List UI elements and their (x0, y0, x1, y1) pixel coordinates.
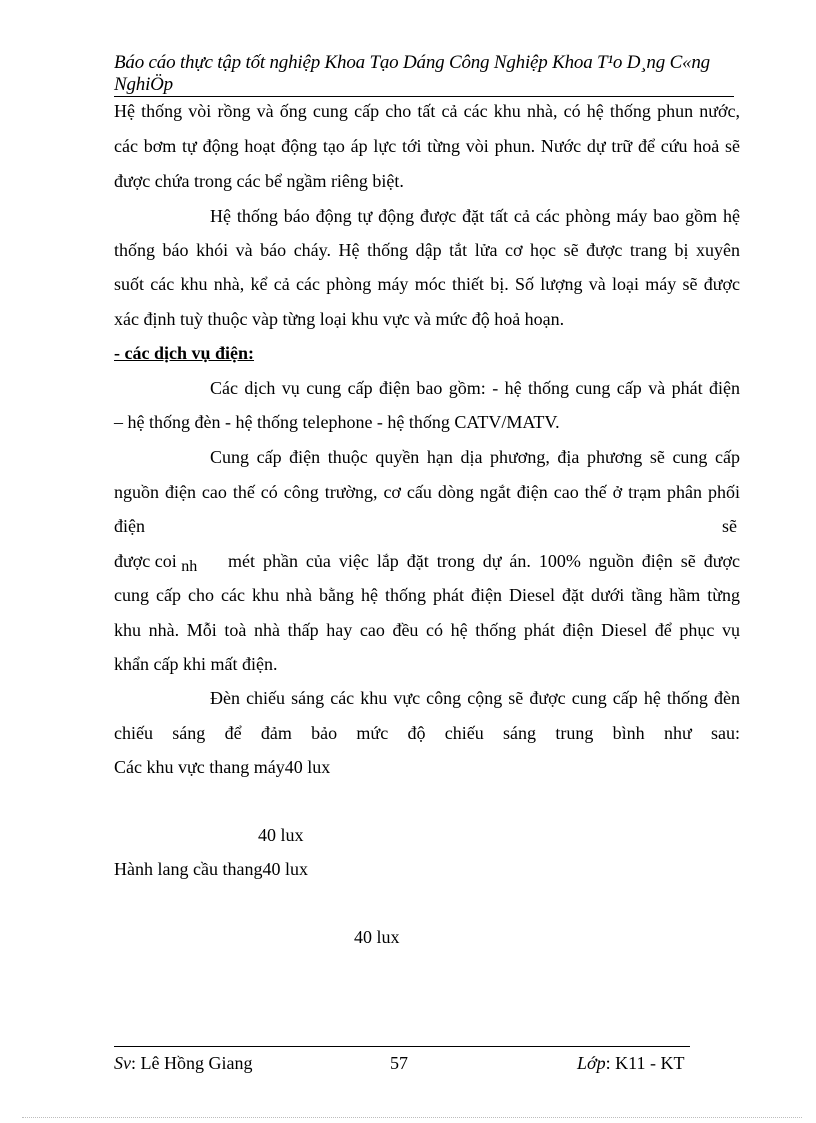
body-line: xác định tuỳ thuộc vàp từng loại khu vực và mức độ hoả hoạn. (114, 309, 565, 329)
body-line-left: điện (114, 516, 145, 536)
body-text: được coi (114, 551, 177, 571)
header-title-continued: NghiÖp (114, 74, 173, 95)
page-header (114, 52, 734, 97)
body-line: các bơm tự động hoạt động tạo áp lực tới từng vòi phun. Nước dự trữ để cứu hoả sẽ (114, 136, 740, 156)
body-line: nguồn điện cao thế có công trường, cơ cấu dòng ngắt điện cao thế ở trạm phân phối (114, 482, 740, 502)
body-line: chiếu sáng để đảm bảo mức độ chiếu sáng trung bình như sau: (114, 723, 740, 743)
lux-value: 40 lux (258, 825, 304, 845)
student-label: Sv (114, 1053, 131, 1073)
footer-class (577, 1052, 684, 1074)
footer-divider (114, 1046, 690, 1047)
body-line: Hệ thống vòi rồng và ống cung cấp cho tất cả các khu nhà, có hệ thống phun nước, (114, 101, 740, 121)
body-line: khu nhà. Mỗi toà nhà thấp hay cao đều có hệ thống phát điện Diesel để phục vụ (114, 620, 740, 640)
body-line: mét phần của việc lắp đặt trong dự án. 100% nguồn điện sẽ được (228, 551, 740, 571)
lux-value: 40 lux (354, 927, 400, 947)
section-heading: - các dịch vụ điện: (114, 343, 255, 363)
body-line: Hệ thống báo động tự động được đặt tất cả các phòng máy bao gồm hệ (210, 206, 740, 226)
footer-student (114, 1052, 252, 1074)
body-line: khẩn cấp khi mất điện. (114, 654, 278, 674)
page-edge-divider (22, 1117, 802, 1118)
body-text-subscript: nh (181, 558, 198, 575)
body-line: Hành lang cầu thang40 lux (114, 859, 308, 879)
body-line: được chứa trong các bể ngầm riêng biệt. (114, 171, 404, 191)
body-line: Cung cấp điện thuộc quyền hạn dịa phương, địa phương sẽ cung cấp (210, 447, 740, 467)
header-title: Báo cáo thực tập tốt nghiệp Khoa Tạo Dáng Công Nghiệp Khoa T¹o D¸ng C«ng (114, 52, 710, 73)
body-line: suốt các khu nhà, kể cả các phòng máy móc thiết bị. Số lượng và loại máy sẽ được (114, 274, 740, 294)
body-line: Các dịch vụ cung cấp điện bao gồm: - hệ thống cung cấp và phát điện (210, 378, 740, 398)
class-label: Lớp (577, 1053, 606, 1073)
body-line: Các khu vực thang máy40 lux (114, 757, 331, 777)
student-name: : Lê Hồng Giang (131, 1053, 253, 1073)
body-line: cung cấp cho các khu nhà bằng hệ thống phát điện Diesel đặt dưới tầng hầm từng (114, 585, 740, 605)
class-value: : K11 - KT (605, 1053, 685, 1073)
page-number: 57 (390, 1053, 408, 1073)
body-line (114, 550, 197, 574)
body-line: thống báo khói và báo cháy. Hệ thống dập tắt lửa cơ học sẽ được trang bị xuyên (114, 240, 740, 260)
body-line: Đèn chiếu sáng các khu vực công cộng sẽ được cung cấp hệ thống đèn (210, 688, 740, 708)
body-line-right: sẽ (722, 516, 737, 536)
body-line: – hệ thống đèn - hệ thống telephone - hệ thống CATV/MATV. (114, 412, 560, 432)
